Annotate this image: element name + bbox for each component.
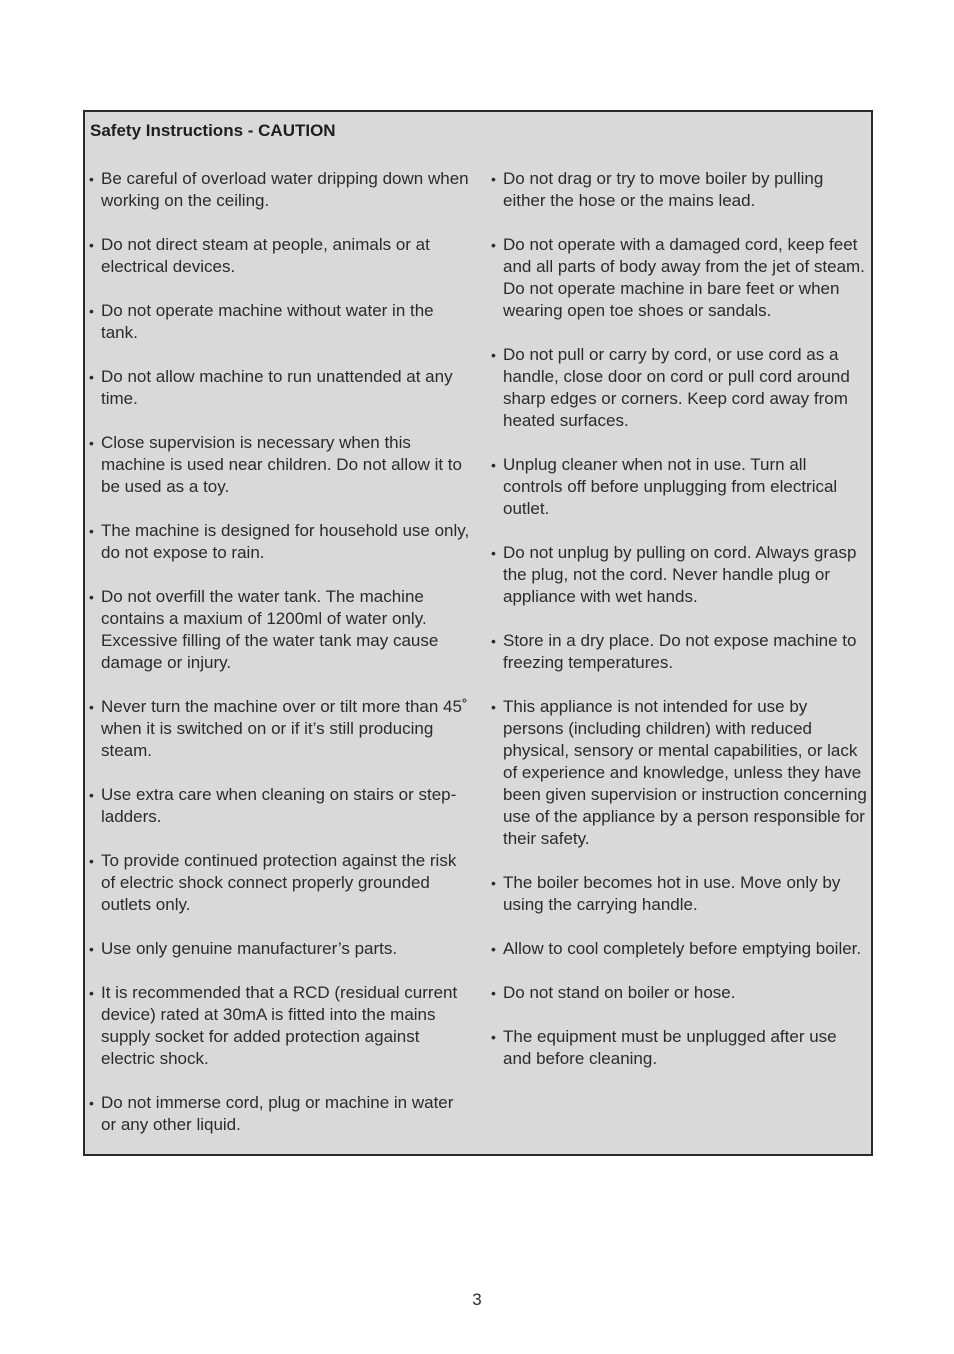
list-item	[491, 1026, 869, 1070]
list-item-text: Be careful of overload water dripping down when working on the ceiling.	[101, 169, 469, 210]
bullet-icon: •	[89, 435, 94, 451]
safety-instructions-panel	[83, 110, 873, 1156]
list-item	[89, 432, 473, 498]
list-item-text: It is recommended that a RCD (residual current device) rated at 30mA is fitted into the mains supply socket for added protection against electric shock.	[101, 983, 458, 1068]
bullet-icon: •	[89, 237, 94, 253]
list-item	[491, 872, 869, 916]
bullet-icon: •	[491, 941, 496, 957]
list-item	[89, 982, 473, 1070]
bullet-icon: •	[491, 171, 496, 187]
list-item-text: The boiler becomes hot in use. Move only by using the carrying handle.	[503, 873, 841, 914]
list-item	[491, 982, 869, 1004]
bullet-icon: •	[491, 985, 496, 1001]
list-item	[491, 696, 869, 850]
bullet-icon: •	[491, 1029, 496, 1045]
bullet-icon: •	[89, 941, 94, 957]
bullet-icon: •	[89, 303, 94, 319]
list-item-text: The equipment must be unplugged after use and before cleaning.	[503, 1027, 837, 1068]
bullet-icon: •	[491, 457, 496, 473]
list-item-text: Do not operate with a damaged cord, keep feet and all parts of body away from the jet of steam. Do not operate machine in bare feet or when wearing open toe shoes or sandals.	[503, 235, 865, 320]
bullet-icon: •	[89, 985, 94, 1001]
list-item	[89, 1092, 473, 1136]
list-item-text: To provide continued protection against the risk of electric shock connect properly grounded outlets only.	[101, 851, 457, 914]
bullet-icon: •	[89, 787, 94, 803]
list-item-text: Use only genuine manufacturer’s parts.	[101, 939, 398, 958]
list-item-text: Do not operate machine without water in the tank.	[101, 301, 434, 342]
list-item	[491, 344, 869, 432]
bullet-icon: •	[89, 171, 94, 187]
list-item-text: Store in a dry place. Do not expose machine to freezing temperatures.	[503, 631, 857, 672]
list-item-text: Do not immerse cord, plug or machine in water or any other liquid.	[101, 1093, 454, 1134]
list-item	[89, 586, 473, 674]
list-item-text: Do not stand on boiler or hose.	[503, 983, 736, 1002]
list-item-text: Use extra care when cleaning on stairs or step-ladders.	[101, 785, 457, 826]
list-item	[89, 938, 473, 960]
list-item	[89, 168, 473, 212]
list-item	[89, 300, 473, 344]
list-item-text: Do not pull or carry by cord, or use cord as a handle, close door on cord or pull cord around sharp edges or corners. Keep cord away from heated surfaces.	[503, 345, 850, 430]
list-item	[491, 938, 869, 960]
list-item-text: Unplug cleaner when not in use. Turn all controls off before unplugging from electrical outlet.	[503, 455, 838, 518]
list-item-text: Allow to cool completely before emptying boiler.	[503, 939, 862, 958]
left-column-list	[89, 168, 473, 1158]
bullet-icon: •	[89, 699, 94, 715]
list-item-text: Do not overfill the water tank. The machine contains a maxium of 1200ml of water only. Excessive filling of the water tank may cause damage or injury.	[101, 587, 439, 672]
bullet-icon: •	[491, 237, 496, 253]
list-item	[89, 784, 473, 828]
list-item	[491, 630, 869, 674]
list-item-text: Do not direct steam at people, animals or at electrical devices.	[101, 235, 430, 276]
list-item-text: Never turn the machine over or tilt more than 45˚ when it is switched on or if it’s still producing steam.	[101, 697, 468, 760]
bullet-icon: •	[491, 875, 496, 891]
right-column-list	[491, 168, 869, 1092]
list-item	[89, 366, 473, 410]
list-item	[89, 850, 473, 916]
bullet-icon: •	[491, 633, 496, 649]
list-item-text: Close supervision is necessary when this machine is used near children. Do not allow it to be used as a toy.	[101, 433, 462, 496]
list-item	[491, 542, 869, 608]
list-item	[491, 168, 869, 212]
bullet-icon: •	[89, 853, 94, 869]
list-item-text: This appliance is not intended for use by persons (including children) with reduced physical, sensory or mental capabilities, or lack of experience and knowledge, unless they have been given supervision or instruction concerning use of the appliance by a person responsible for their safety.	[503, 697, 867, 848]
bullet-icon: •	[491, 545, 496, 561]
list-item	[89, 696, 473, 762]
page-number: 3	[472, 1290, 482, 1309]
list-item-text: Do not allow machine to run unattended at any time.	[101, 367, 453, 408]
list-item	[491, 454, 869, 520]
bullet-icon: •	[89, 1095, 94, 1111]
bullet-icon: •	[89, 523, 94, 539]
list-item	[89, 234, 473, 278]
list-item	[89, 520, 473, 564]
list-item-text: Do not drag or try to move boiler by pulling either the hose or the mains lead.	[503, 169, 824, 210]
bullet-icon: •	[491, 699, 496, 715]
list-item-text: Do not unplug by pulling on cord. Always grasp the plug, not the cord. Never handle plug or appliance with wet hands.	[503, 543, 857, 606]
bullet-icon: •	[89, 589, 94, 605]
list-item-text: The machine is designed for household use only, do not expose to rain.	[101, 521, 470, 562]
bullet-icon: •	[491, 347, 496, 363]
panel-title: Safety Instructions - CAUTION	[90, 121, 336, 140]
list-item	[491, 234, 869, 322]
bullet-icon: •	[89, 369, 94, 385]
